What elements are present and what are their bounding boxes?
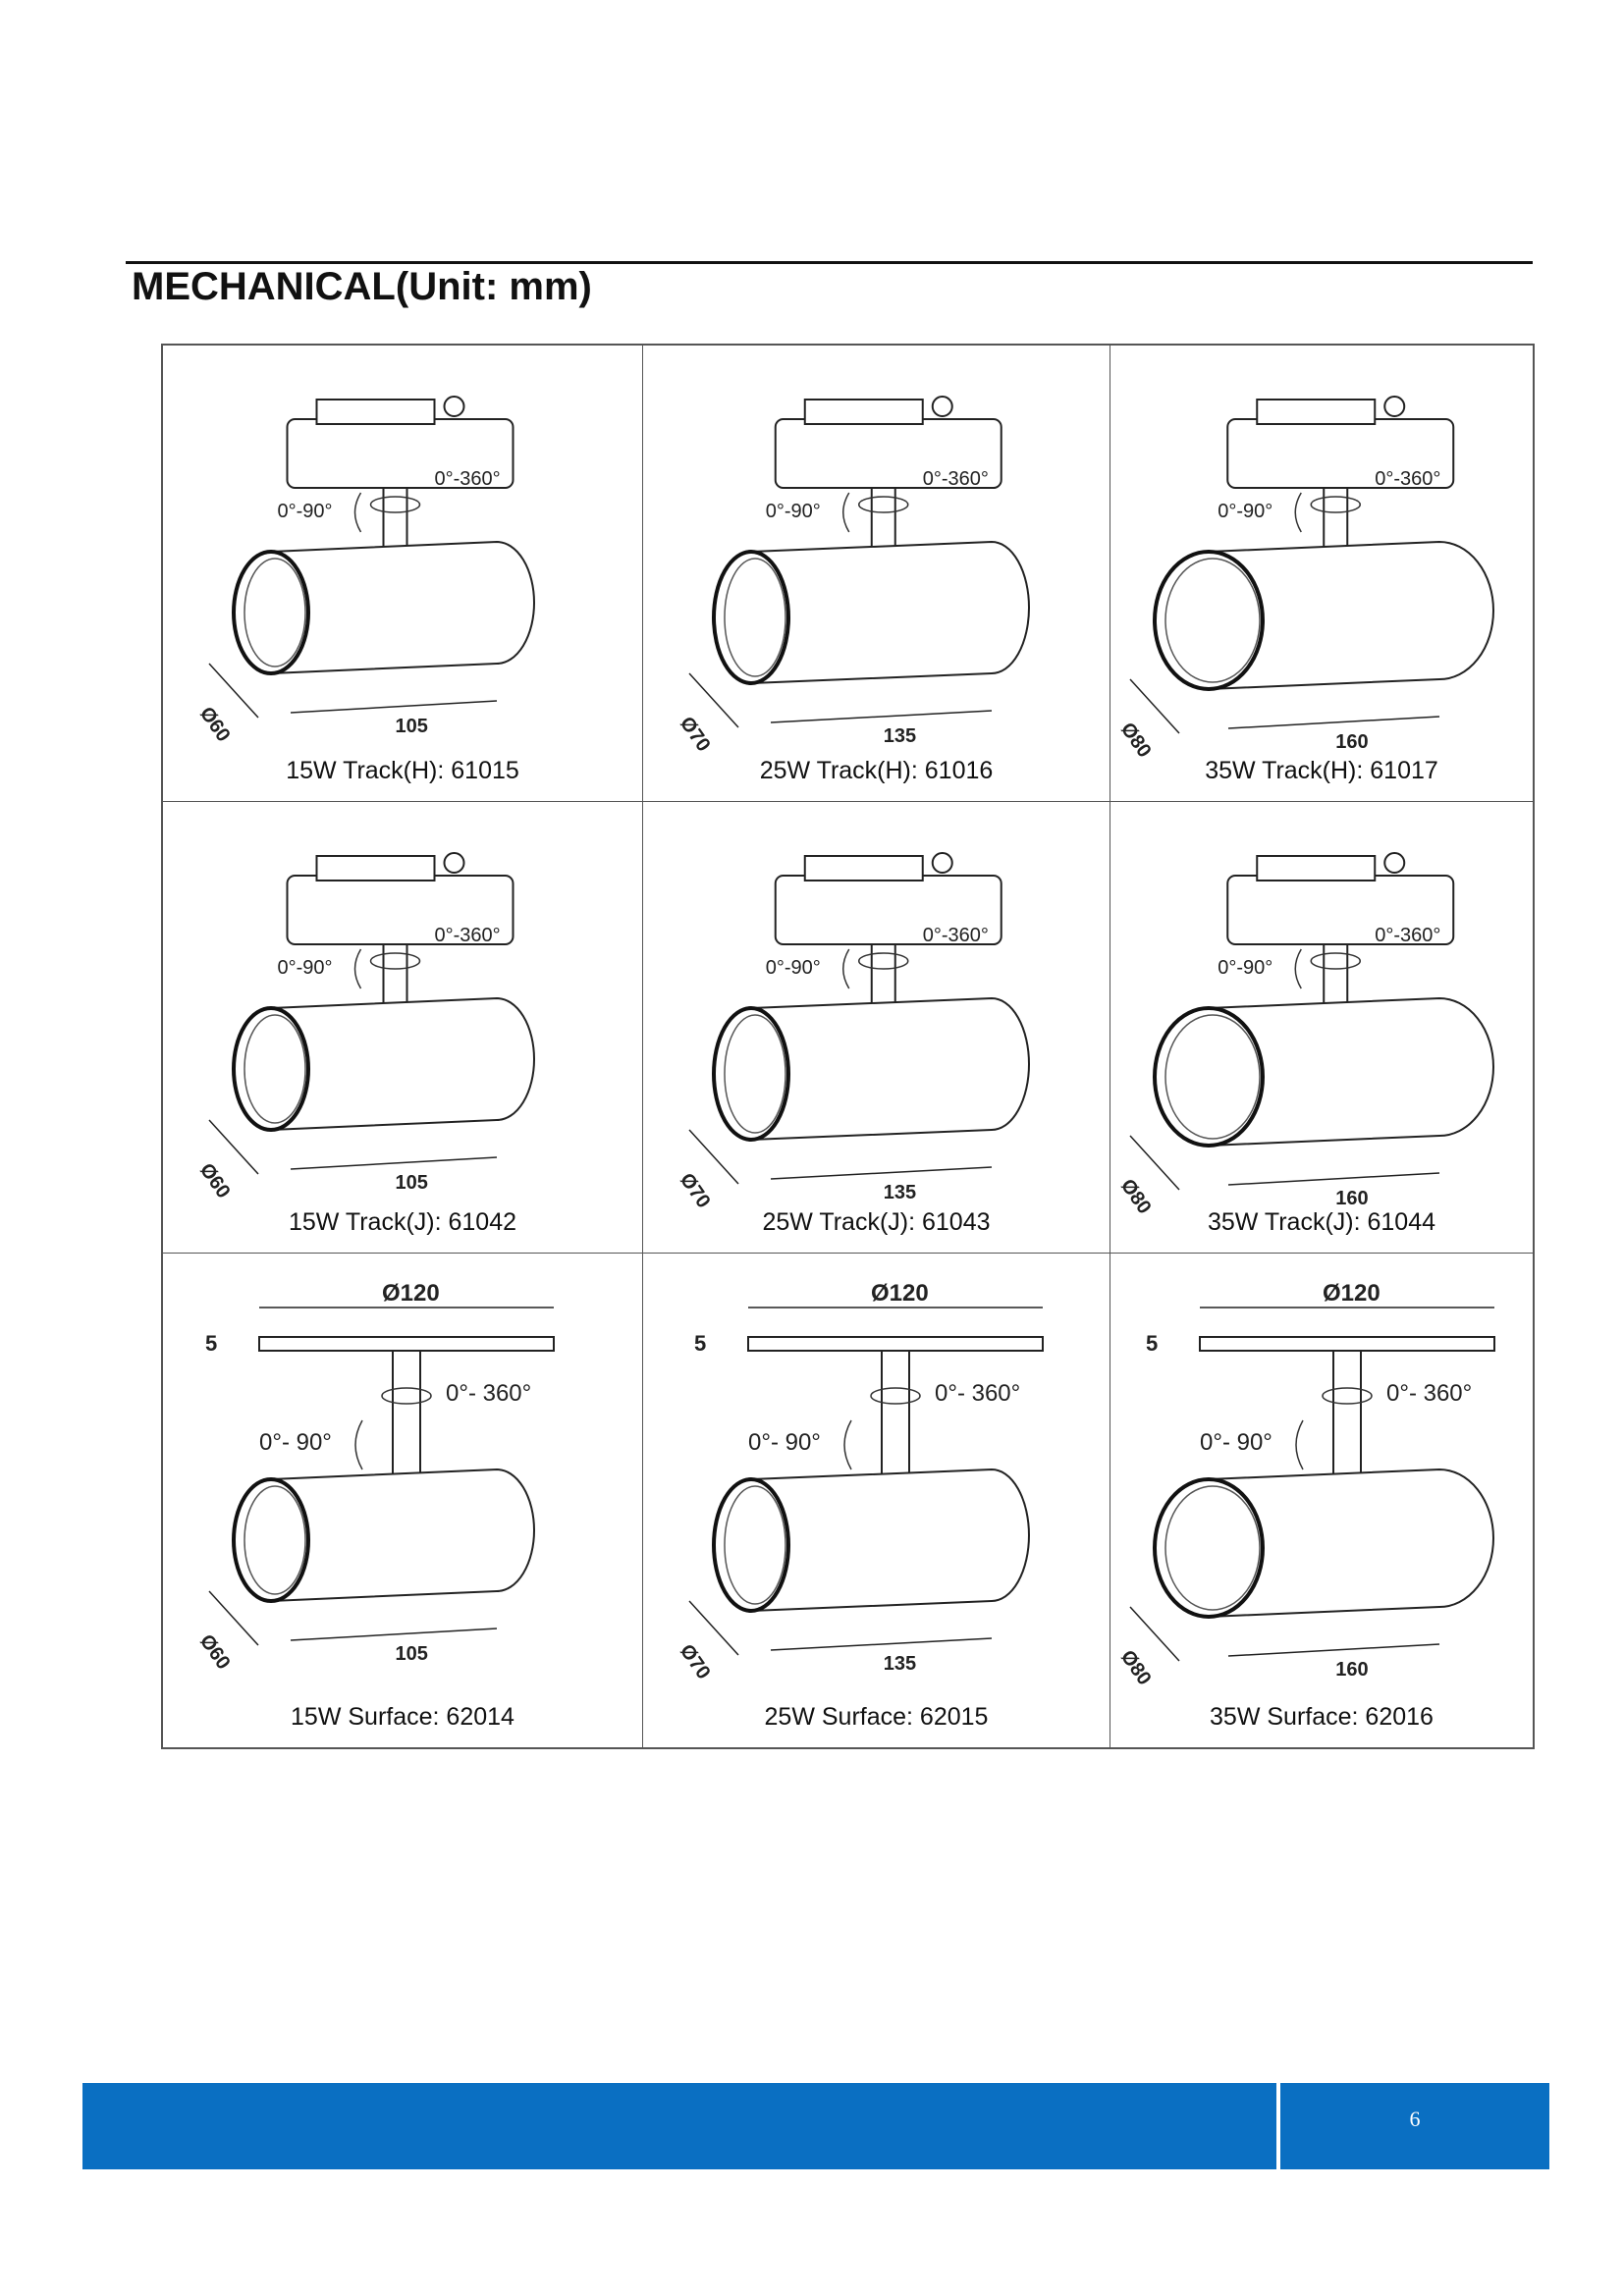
footer-page-box bbox=[1280, 2083, 1549, 2169]
length-dim-line bbox=[291, 701, 497, 713]
lamp-drawing bbox=[1116, 853, 1493, 1218]
length-dim-line bbox=[1228, 717, 1439, 728]
length-dim-line bbox=[771, 711, 992, 722]
rotation-360-label: 0°-360° bbox=[434, 925, 501, 946]
tilt-90-label: 0°- 90° bbox=[748, 1429, 821, 1456]
rotation-360-label: 0°-360° bbox=[1375, 468, 1441, 490]
length-dim-line bbox=[1228, 1644, 1439, 1656]
product-caption: 15W Track(J): 61042 bbox=[288, 1208, 517, 1236]
lamp-drawing bbox=[195, 853, 534, 1202]
tilt-90-label: 0°-90° bbox=[765, 501, 821, 522]
lamp-body bbox=[751, 542, 1029, 683]
rotation-arrow bbox=[355, 949, 361, 988]
drawing-svg bbox=[1110, 1254, 1533, 1747]
lamp-drawing bbox=[195, 397, 534, 746]
mounting-plate bbox=[259, 1337, 554, 1351]
product-caption: 15W Surface: 62014 bbox=[291, 1703, 514, 1731]
lamp-front-ring bbox=[1155, 1479, 1263, 1617]
drawing-svg bbox=[643, 1254, 1110, 1747]
length-dim-line bbox=[771, 1167, 992, 1179]
rotation-arrow bbox=[1295, 493, 1301, 532]
length-label: 135 bbox=[883, 1653, 917, 1675]
plate-thickness-label: 5 bbox=[694, 1331, 707, 1356]
length-label: 160 bbox=[1335, 1659, 1369, 1681]
rotation-360-label: 0°-360° bbox=[434, 468, 501, 490]
adapter-top bbox=[805, 400, 923, 424]
length-label: 135 bbox=[883, 1182, 917, 1203]
product-caption: 25W Track(J): 61043 bbox=[762, 1208, 991, 1236]
diameter-label: Ø60 bbox=[194, 703, 235, 746]
stem bbox=[882, 1351, 909, 1478]
rotation-arrow bbox=[843, 949, 849, 988]
drawing-cell bbox=[163, 802, 643, 1254]
diameter-label: Ø60 bbox=[194, 1630, 235, 1674]
tilt-90-label: 0°-90° bbox=[277, 501, 333, 522]
length-label: 135 bbox=[883, 725, 917, 747]
adapter-knob bbox=[1384, 397, 1404, 416]
adapter-knob bbox=[1384, 853, 1404, 873]
adapter-knob bbox=[445, 397, 464, 416]
lamp-body bbox=[271, 542, 534, 673]
length-dim-line bbox=[291, 1629, 497, 1640]
length-dim-line bbox=[771, 1638, 992, 1650]
rotation-360-label: 0°-360° bbox=[922, 468, 989, 490]
lamp-drawing bbox=[676, 853, 1029, 1212]
length-dim-line bbox=[291, 1157, 497, 1169]
page-number: 6 bbox=[1409, 2107, 1421, 2131]
rotation-arrow bbox=[1296, 1420, 1303, 1469]
diameter-label: Ø80 bbox=[1115, 1646, 1156, 1689]
adapter-knob bbox=[933, 397, 952, 416]
length-label: 105 bbox=[395, 1172, 428, 1194]
stem bbox=[1333, 1351, 1361, 1478]
title-rule bbox=[126, 261, 1533, 264]
length-label: 160 bbox=[1335, 1188, 1369, 1209]
plate-thickness-label: 5 bbox=[1146, 1331, 1159, 1356]
mounting-plate bbox=[1200, 1337, 1494, 1351]
product-caption: 15W Track(H): 61015 bbox=[286, 757, 519, 784]
length-label: 160 bbox=[1335, 731, 1369, 753]
rotation-arrow bbox=[355, 493, 361, 532]
lamp-body bbox=[751, 1469, 1029, 1611]
length-dim-line bbox=[1228, 1173, 1439, 1185]
rotation-360-label: 0°-360° bbox=[922, 925, 989, 946]
adapter-knob bbox=[445, 853, 464, 873]
tilt-90-label: 0°-90° bbox=[1218, 957, 1273, 979]
diameter-label: Ø80 bbox=[1115, 1175, 1156, 1218]
drawing-svg bbox=[643, 346, 1110, 801]
tilt-90-label: 0°-90° bbox=[277, 957, 333, 979]
rotation-360-label: 0°- 360° bbox=[935, 1380, 1021, 1407]
plate-diameter-label: Ø120 bbox=[1323, 1280, 1380, 1307]
adapter-top bbox=[317, 856, 435, 881]
product-caption: 35W Track(J): 61044 bbox=[1207, 1208, 1436, 1236]
lamp-drawing bbox=[195, 1280, 554, 1674]
rotation-360-label: 0°-360° bbox=[1375, 925, 1441, 946]
lamp-front-ring bbox=[1155, 552, 1263, 689]
lamp-drawing bbox=[676, 397, 1029, 756]
drawing-cell bbox=[1110, 802, 1533, 1254]
lamp-drawing bbox=[1116, 1280, 1494, 1689]
rotation-arrow bbox=[1295, 949, 1301, 988]
rotation-arrow bbox=[843, 493, 849, 532]
tilt-90-label: 0°- 90° bbox=[1200, 1429, 1272, 1456]
lamp-drawing bbox=[1116, 397, 1493, 762]
drawing-svg bbox=[163, 1254, 642, 1747]
product-caption: 35W Surface: 62016 bbox=[1210, 1703, 1434, 1731]
product-caption: 25W Surface: 62015 bbox=[764, 1703, 989, 1731]
stem bbox=[393, 1351, 420, 1478]
lamp-body bbox=[271, 1469, 534, 1601]
rotation-360-label: 0°- 360° bbox=[1386, 1380, 1473, 1407]
mounting-plate bbox=[748, 1337, 1043, 1351]
drawing-cell bbox=[643, 346, 1110, 802]
drawing-cell bbox=[643, 1254, 1110, 1747]
drawing-svg bbox=[163, 802, 642, 1253]
drawing-svg bbox=[1110, 802, 1533, 1253]
plate-diameter-label: Ø120 bbox=[871, 1280, 929, 1307]
adapter-top bbox=[805, 856, 923, 881]
plate-diameter-label: Ø120 bbox=[382, 1280, 440, 1307]
drawing-svg bbox=[1110, 346, 1533, 801]
drawing-svg bbox=[163, 346, 642, 801]
diameter-label: Ø80 bbox=[1115, 719, 1156, 762]
plate-thickness-label: 5 bbox=[205, 1331, 218, 1356]
lamp-body bbox=[271, 998, 534, 1130]
tilt-90-label: 0°- 90° bbox=[259, 1429, 332, 1456]
page-title: MECHANICAL(Unit: mm) bbox=[132, 265, 592, 308]
diameter-label: Ø60 bbox=[194, 1159, 235, 1202]
length-label: 105 bbox=[395, 1643, 428, 1665]
drawing-cell bbox=[163, 346, 643, 802]
rotation-arrow bbox=[844, 1420, 851, 1469]
diameter-label: Ø70 bbox=[675, 1169, 715, 1212]
footer-bar bbox=[82, 2083, 1276, 2169]
tilt-90-label: 0°-90° bbox=[765, 957, 821, 979]
rotation-arrow bbox=[355, 1420, 362, 1469]
mechanical-drawings-table bbox=[161, 344, 1535, 1749]
tilt-90-label: 0°-90° bbox=[1218, 501, 1273, 522]
product-caption: 35W Track(H): 61017 bbox=[1205, 757, 1438, 784]
drawing-cell bbox=[643, 802, 1110, 1254]
length-label: 105 bbox=[395, 716, 428, 737]
drawing-cell bbox=[163, 1254, 643, 1747]
product-caption: 25W Track(H): 61016 bbox=[759, 757, 994, 784]
diameter-label: Ø70 bbox=[675, 713, 715, 756]
lamp-body bbox=[751, 998, 1029, 1140]
diameter-label: Ø70 bbox=[675, 1640, 715, 1683]
rotation-360-label: 0°- 360° bbox=[446, 1380, 532, 1407]
drawing-cell bbox=[1110, 1254, 1533, 1747]
adapter-knob bbox=[933, 853, 952, 873]
drawing-cell bbox=[1110, 346, 1533, 802]
lamp-front-ring bbox=[1155, 1008, 1263, 1146]
adapter-top bbox=[1257, 856, 1375, 881]
lamp-drawing bbox=[676, 1280, 1043, 1683]
adapter-top bbox=[317, 400, 435, 424]
drawing-svg bbox=[643, 802, 1110, 1253]
adapter-top bbox=[1257, 400, 1375, 424]
